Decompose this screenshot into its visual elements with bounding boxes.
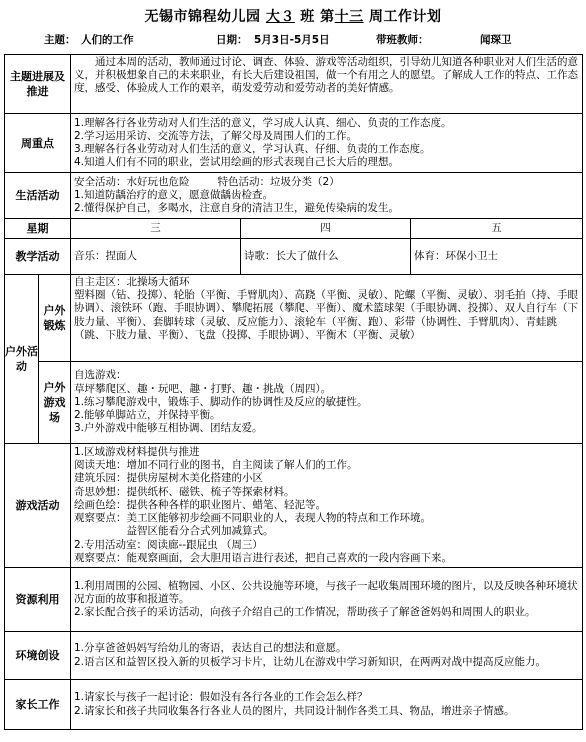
- teacher-label: 带班教师：: [376, 34, 429, 46]
- teaching-wed: 音乐：捏面人: [71, 239, 241, 275]
- row-family: [5, 680, 583, 730]
- row-outdoor-exercise: [5, 275, 583, 362]
- label-environment: 环境创设: [5, 632, 71, 680]
- row-environment: [5, 632, 583, 680]
- row-outdoor-games: [5, 362, 583, 444]
- di-word: 第: [320, 9, 335, 25]
- progress-text: 通过本周的活动，教师通过讨论、调查、体验、游戏等活动组织，引导幼儿知道各种职业对人们生活的意义，并积极想象自己的未来职业，有长大后建设祖国，做一个有用之人的愿望。了解成人工作的特点、工作态度，感受、体验成人工作的艰辛，萌发爱劳动和爱劳动者的美好情感。: [71, 55, 583, 114]
- day-fri: 五: [411, 219, 583, 239]
- class-name: 大３: [265, 9, 295, 25]
- environment-text: 1.分享爸爸妈妈写给幼儿的寄语，表达自己的想法和意愿。 2.语言区和益智区投入新的贝板学习卡片，让幼儿在游戏中学习新知识，在两两对战中提高反应能力。: [71, 632, 583, 680]
- teaching-thu: 诗歌：长大了做什么: [241, 239, 411, 275]
- focus-text: 1.理解各行各业劳动对人们生活的意义，学习成人认真、细心、负责的工作态度。 2.学习运用采访、交流等方法，了解父母及周围人们的工作。 3.理解各行各业劳动对人们生活的意义，学习认真、仔细、负责的工作态度。 4.知道人们有不同的职业，尝试用绘画的形式表现自己长大后的理想。: [71, 114, 583, 173]
- label-outdoor: 户外活动: [5, 275, 39, 444]
- label-life: 生活活动: [5, 173, 71, 219]
- row-progress: [5, 55, 583, 114]
- life-text: 安全活动：水好玩也危险 特色活动：垃圾分类（2） 1.知道防龋治疗的意义，愿意做龋齿检查。 2.懂得保护自己，多喝水，注意自身的清洁卫生，避免传染病的发生。: [71, 173, 583, 219]
- outdoor-exercise-text: 自主走区：北操场大循环 塑料圈（钻、投掷）、轮胎（平衡、手臂肌肉）、高跷（平衡、灵敏）、陀螺（平衡、灵敏）、羽毛拍（持、手眼协调）、滚铁环（跑、手眼协调）、攀爬拓展（攀爬、平衡）、魔术篮球架（手眼协调、投掷）、双人自行车（下肢力量、平衡）、套脚转球（灵敏、反应能力）、滚轮车（平衡、跑）、彩带（协调性、手臂肌肉）、青蛙跳（跳、下肢力量、平衡）、飞盘（投掷、手眼协调）、平衡木（平衡、灵敏）: [71, 275, 583, 362]
- page-title: [0, 6, 586, 26]
- day-thu: 四: [241, 219, 411, 239]
- date-label: 日期：: [216, 34, 248, 46]
- row-life: [5, 173, 583, 219]
- day-wed: 三: [71, 219, 241, 239]
- theme-label: 主题：: [44, 34, 76, 46]
- outdoor-games-text: 自选游戏： 草坪攀爬区、趣・玩吧、趣・打野、趣・挑战（周四）。 1.练习攀爬游戏中，锻炼手、脚动作的协调性及反应的敏捷性。 2.能够单脚站立，并保持平衡。 3.户外游戏中能够互相协调、团结友爱。: [71, 362, 583, 444]
- label-outdoor-exercise: 户外锻炼: [39, 275, 71, 362]
- row-resources: [5, 568, 583, 632]
- resources-text: 1.利用周围的公园、植物园、小区、公共设施等环境，与孩子一起收集周围环境的图片，以及反映各种环境状况方面的故事和报道等。 2.家长配合孩子的采访活动，向孩子介绍自己的工作情况，帮助孩子了解爸爸妈妈和周围人的职业。: [71, 568, 583, 632]
- week-number: 十三: [334, 9, 364, 25]
- weekly-plan-table: [4, 54, 583, 730]
- school-name: 无锡市锦程幼儿园: [144, 9, 261, 25]
- theme-value: 人们的工作: [81, 34, 134, 46]
- row-weekday: [5, 219, 583, 239]
- row-teaching: [5, 239, 583, 275]
- label-progress: 主题进展及推进: [5, 55, 71, 114]
- label-teaching: 教学活动: [5, 239, 71, 275]
- meta-row: [0, 32, 586, 52]
- label-focus: 周重点: [5, 114, 71, 173]
- plan-word: 周工作计划: [369, 9, 442, 25]
- row-focus: [5, 114, 583, 173]
- label-game: 游戏活动: [5, 444, 71, 568]
- label-outdoor-games: 户外游戏场: [39, 362, 71, 444]
- label-resources: 资源利用: [5, 568, 71, 632]
- teacher-value: 闻琛卫: [480, 34, 512, 46]
- teaching-fri: 体育：环保小卫士: [411, 239, 583, 275]
- game-text: 1.区域游戏材料提供与推进 阅读天地：增加不同行业的图书，自主阅读了解人们的工作。 建筑乐园：提供房屋树木美化搭建的小区 奇思妙想：提供纸杯、磁铁、梳子等探索材料。 绘画色绘：提供各种各样的职业图片、蜡笔、轻泥等。 观察要点：美工区能够初步绘画不同职业的人，表现人物的特点和工作环境。 益智区能看分合式列加减算式。 2.专用活动室：阅读廊--跟屁虫 （周三） 观察要点：能观察画面，会大胆用语言进行表述，把自己喜欢的一段内容画下来。: [71, 444, 583, 568]
- class-word: 班: [300, 9, 315, 25]
- date-value: 5月3日-5月5日: [254, 34, 330, 46]
- row-game: [5, 444, 583, 568]
- label-week: 星期: [5, 219, 71, 239]
- family-text: 1.请家长与孩子一起讨论：假如没有各行各业的工作会怎么样？ 2.请家长和孩子共同收集各行各业人员的图片，共同设计制作各类工具、物品，增进亲子情感。: [71, 680, 583, 730]
- label-family: 家长工作: [5, 680, 71, 730]
